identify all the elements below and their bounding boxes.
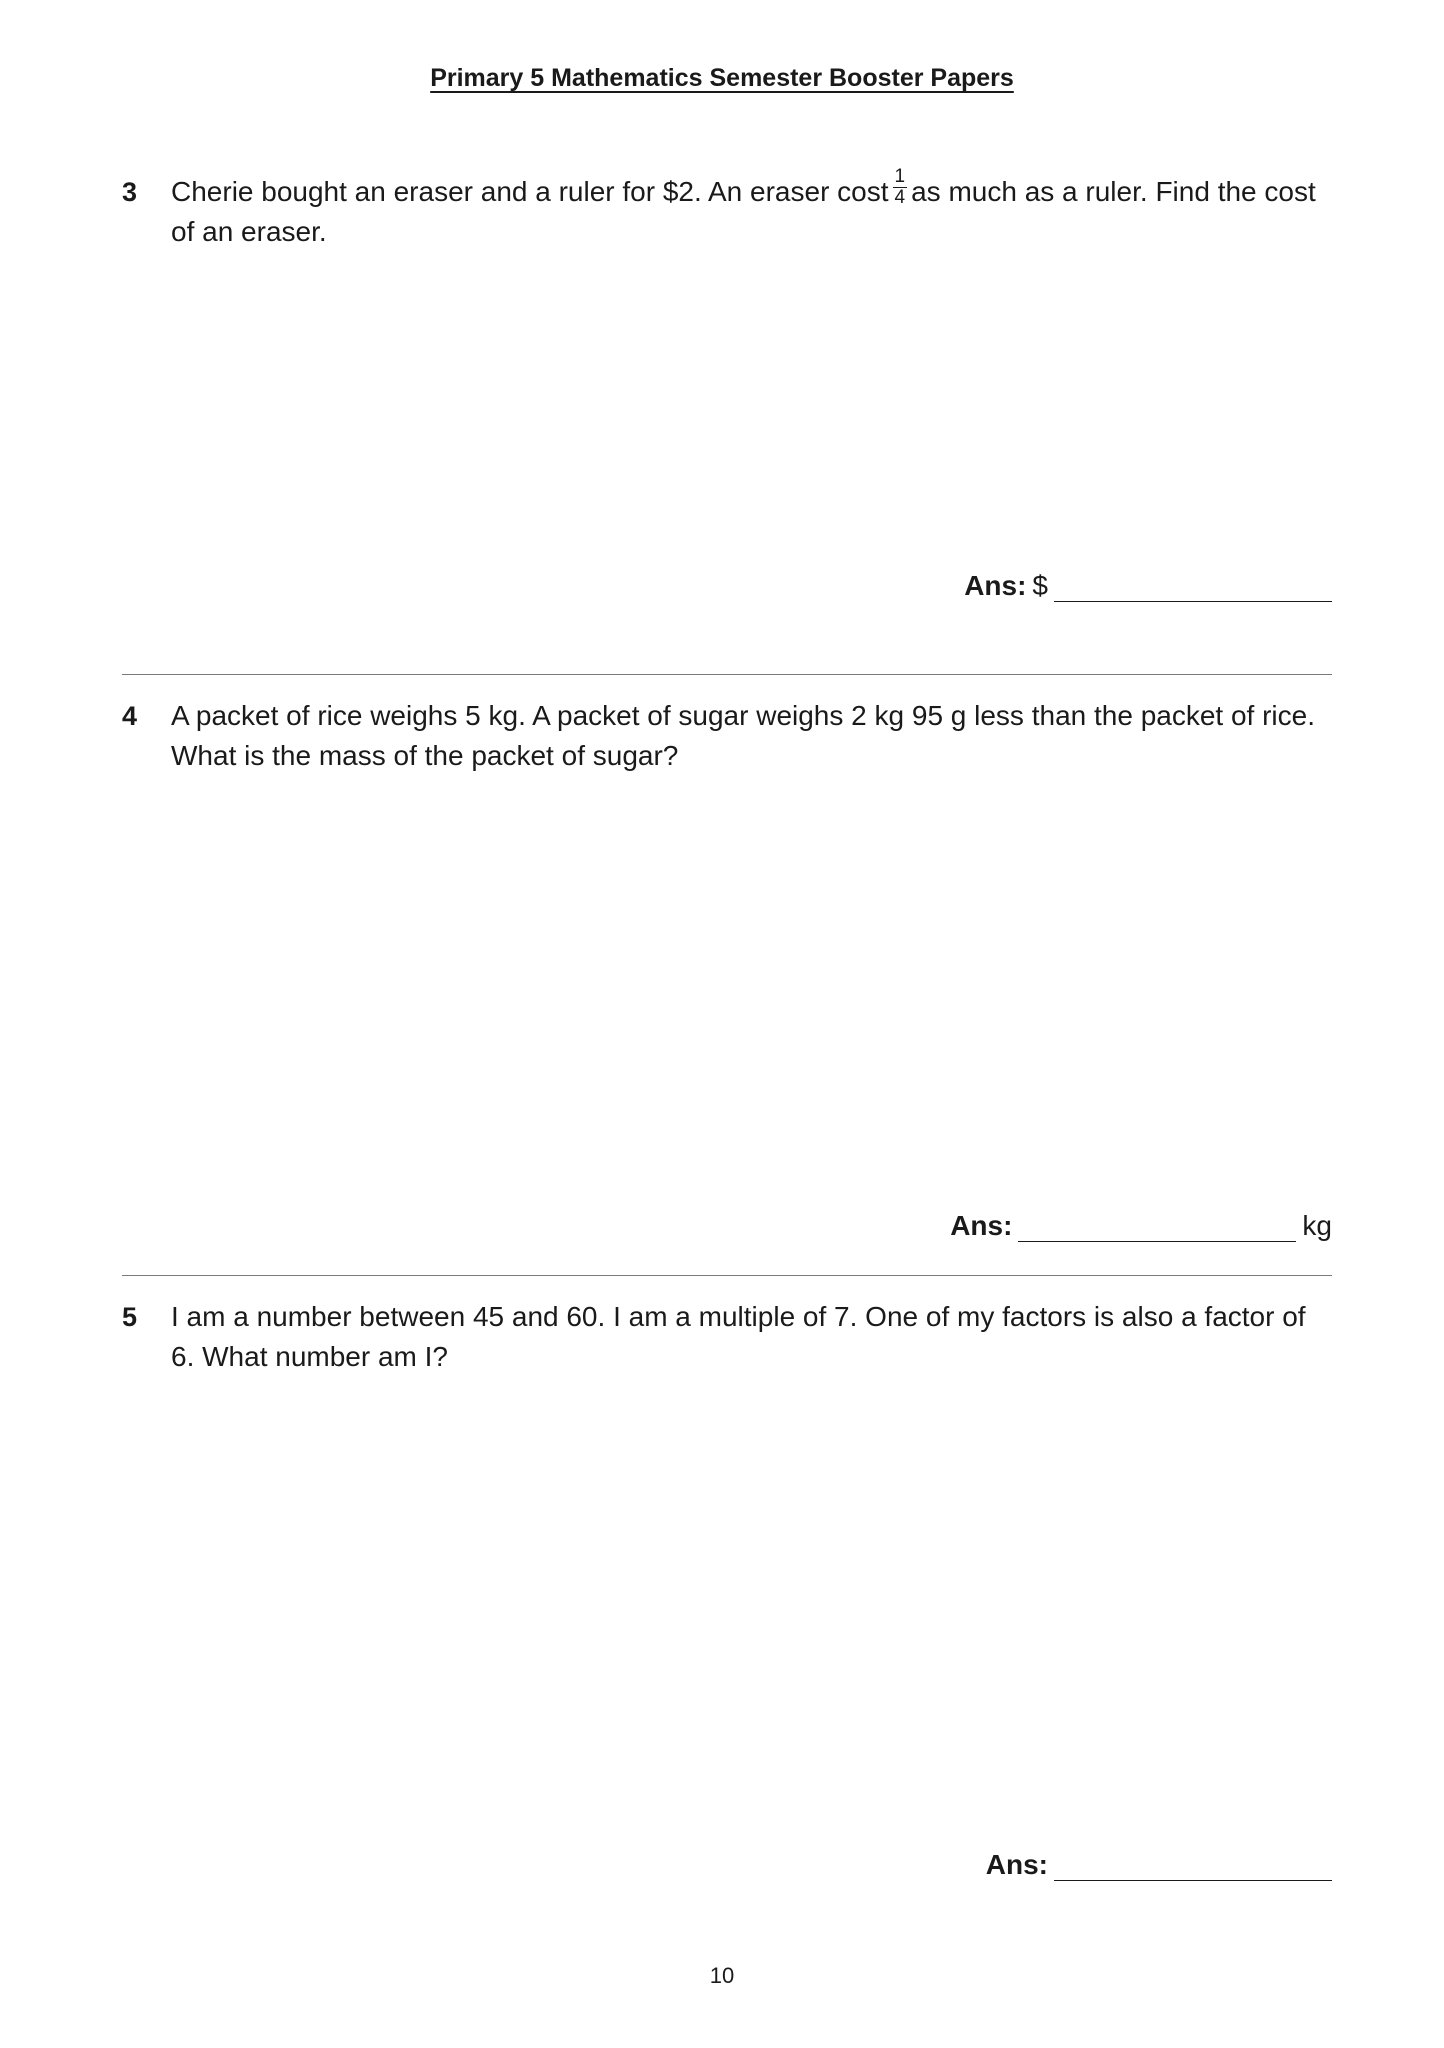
question-text-after: as much as a ruler. Find the cost of an eraser. (171, 176, 1316, 247)
answer-3 (964, 562, 1332, 602)
fraction-numerator: 1 (894, 166, 906, 188)
answer-label: Ans: (964, 570, 1027, 601)
page-title: Primary 5 Mathematics Semester Booster Papers (430, 64, 1014, 92)
answer-blank[interactable] (1018, 1211, 1296, 1242)
answer-label: Ans: (985, 1849, 1048, 1880)
answer-4 (950, 1202, 1332, 1242)
question-text: A packet of rice weighs 5 kg. A packet of sugar weighs 2 kg 95 g less than the packet of rice. What is the mass of the packet of sugar? (171, 700, 1315, 771)
answer-unit: kg (1302, 1210, 1332, 1241)
question-number: 3 (122, 177, 138, 207)
question-text (171, 166, 1332, 252)
question-number: 4 (122, 701, 138, 731)
answer-5 (986, 1841, 1332, 1881)
question-text: I am a number between 45 and 60. I am a multiple of 7. One of my factors is also a factor of 6. What number am I? (171, 1301, 1306, 1372)
section-divider (122, 674, 1332, 675)
answer-prefix: $ (1032, 570, 1048, 601)
answer-label: Ans: (950, 1210, 1013, 1241)
page-header (0, 64, 1444, 93)
answer-blank[interactable] (1054, 1850, 1332, 1881)
fraction (893, 167, 908, 208)
fraction-denominator: 4 (894, 187, 906, 209)
page-number: 10 (709, 1963, 735, 1988)
question-number: 5 (122, 1302, 138, 1332)
question-text-before: Cherie bought an eraser and a ruler for $2. An eraser cost (171, 176, 889, 207)
answer-blank[interactable] (1054, 571, 1332, 602)
section-divider (122, 1275, 1332, 1276)
